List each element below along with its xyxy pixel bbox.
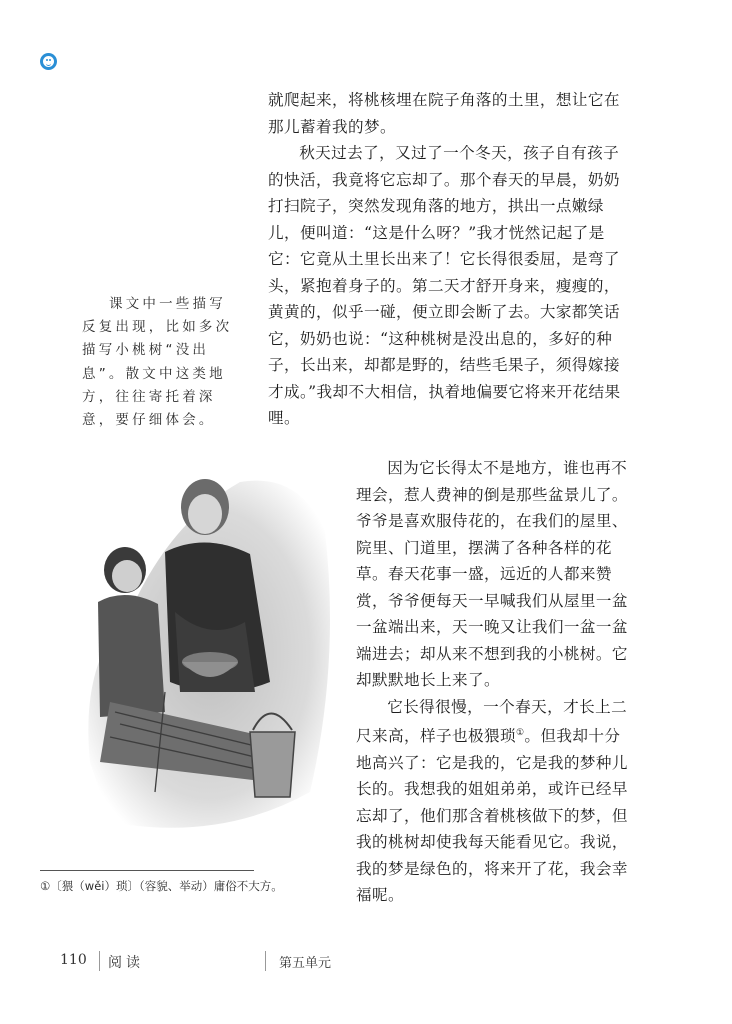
footer-separator <box>265 951 266 971</box>
main-text-column <box>268 87 628 432</box>
paragraph-4: 它长得很慢，一个春天，才长上二尺来高，样子也极猥琐①。但我却十分地高兴了：它是我的，它是我的梦种儿长的。我想我的姐姐弟弟，或许已经早忘却了，他们那含着桃核做下的梦，但我的桃树却使我每天能看见它。我说，我的梦是绿色的，将来开了花，我会幸福呢。 <box>356 697 628 905</box>
section-title: 阅读 <box>108 955 144 971</box>
margin-note: 课文中一些描写反复出现，比如多次描写小桃树“没出息”。散文中这类地方，往往寄托着深意，要仔细体会。 <box>82 296 233 429</box>
page-number: 110 <box>60 952 87 968</box>
main-text-narrow-column <box>356 455 628 909</box>
footnote-marker[interactable]: ① <box>515 728 525 738</box>
smiley-badge-icon <box>40 53 57 70</box>
footnote: ①〔猥（wěi）琐〕（容貌、举动）庸俗不大方。 <box>40 879 283 893</box>
unit-title: 第五单元 <box>279 956 332 971</box>
paragraph-3: 因为它长得太不是地方，谁也再不理会，惹人费神的倒是那些盆景儿了。爷爷是喜欢服侍花的，在我们的屋里、院里、门道里，摆满了各种各样的花草。春天花事一盛，远近的人都来赞赏，爷爷便每天一早喊我们从屋里一盆一盆端出来，天一晚又让我们一盆一盆端进去；却从来不想到我的小桃树。它却默默地长上来了。 <box>356 459 628 689</box>
paragraph-1: 就爬起来，将桃核埋在院子角落的土里，想让它在那儿蓄着我的梦。 <box>268 91 620 136</box>
grandmother-and-child-sketch <box>70 462 340 844</box>
footnote-divider <box>40 870 254 871</box>
paragraph-2: 秋天过去了，又过了一个冬天，孩子自有孩子的快活，我竟将它忘却了。那个春天的早晨，奶奶打扫院子，突然发现角落的地方，拱出一点嫩绿儿，便叫道：“这是什么呀？”我才恍然记起了是它：它竟从土里长出来了！它长得很委屈，是弯了头，紧抱着身子的。第二天才舒开身来，瘦瘦的，黄黄的，似乎一碰，便立即会断了去。大家都笑话它，奶奶也说：“这种桃树是没出息的，多好的种子，长出来，却都是野的，结些毛果子，须得嫁接才成。”我却不大相信，执着地偏要它将来开花结果哩。 <box>268 144 621 427</box>
footer-separator <box>99 951 100 971</box>
